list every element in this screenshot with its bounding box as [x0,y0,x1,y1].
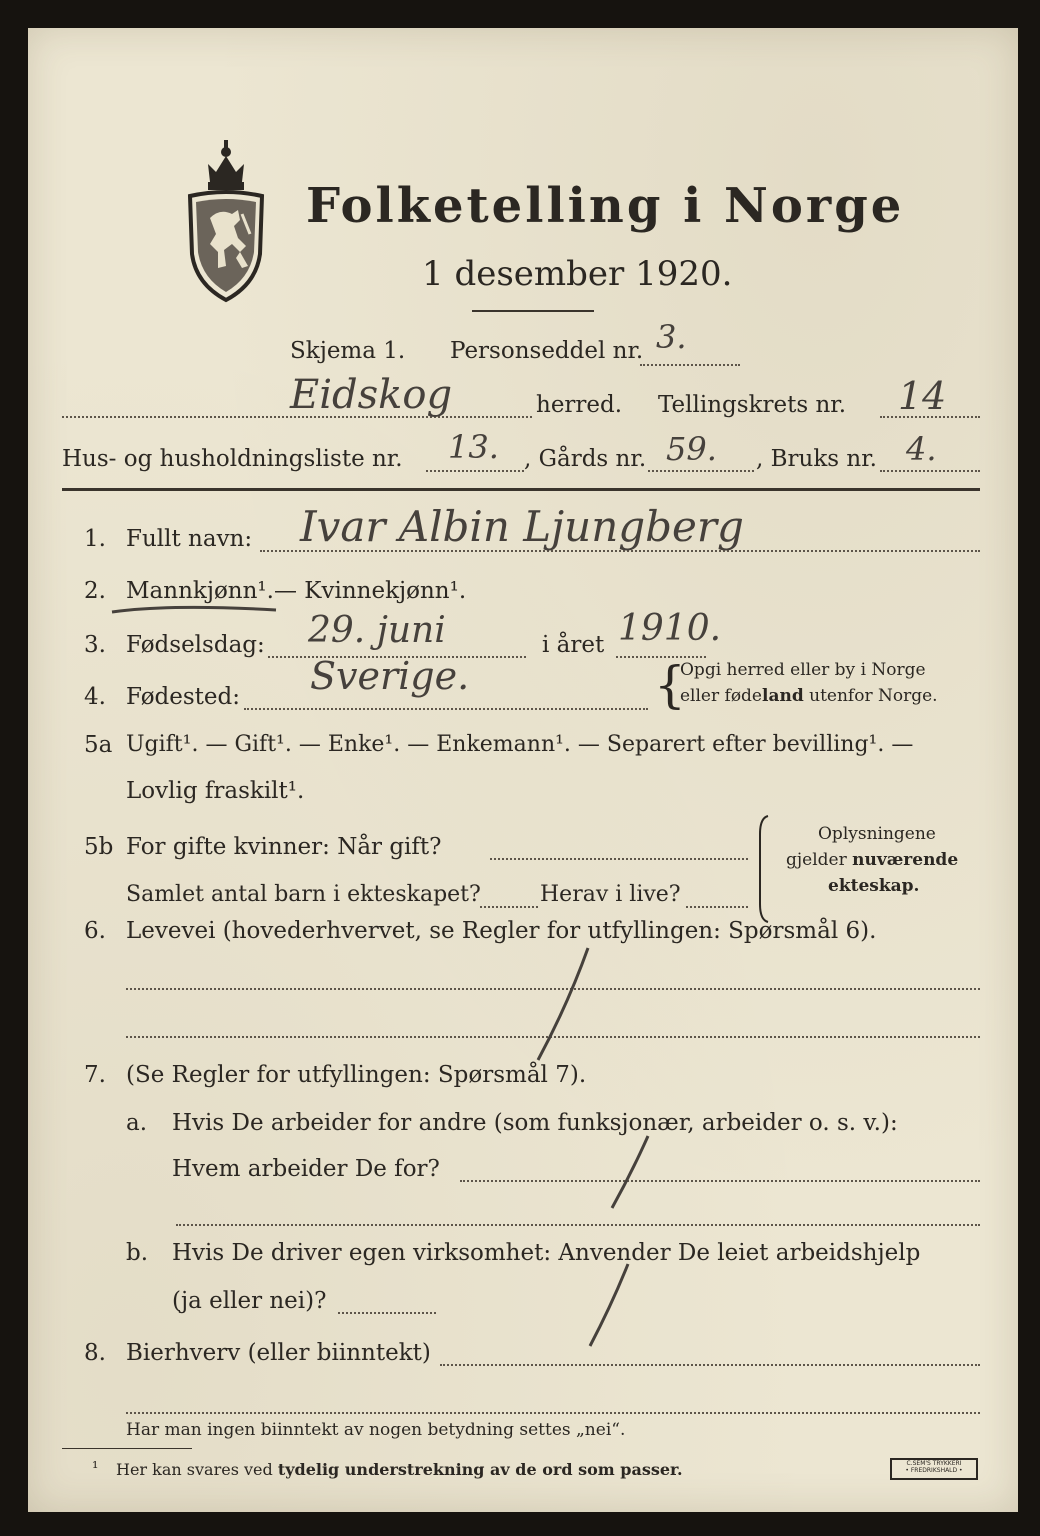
q7b-slash-mark [584,1260,634,1350]
gards-line [648,470,754,472]
q7-number: 7. [84,1062,106,1088]
q2-underline-mark [110,602,280,618]
printer-stamp-line2: • FREDRIKSHALD • [905,1467,963,1474]
skjema-label: Skjema 1. [290,338,406,364]
q4-label: Fødested: [126,684,241,710]
q7-label: (Se Regler for utfyllingen: Spørsmål 7). [126,1062,587,1088]
title-divider [472,310,594,312]
footnote-rule [62,1448,192,1449]
q5b-bracket [756,814,772,924]
q4-brace: { [654,656,686,714]
footnote-mark: ¹ [92,1458,99,1477]
q3-year-value: 1910. [618,608,722,649]
q5b-number: 5b [84,834,114,860]
personseddel-value: 3. [656,318,687,356]
q5a-options-line2: Lovlig fraskilt¹. [126,778,305,804]
q2-male: Mannkjønn¹. [126,578,274,604]
personseddel-label: Personseddel nr. [450,338,644,364]
herred-label: herred. [536,392,623,418]
q5b-alive-line [686,906,748,908]
q6-number: 6. [84,918,106,944]
form-date: 1 desember 1920. [422,254,733,294]
q5b-children-label: Samlet antal barn i ekteskapet? [126,882,481,907]
tellingskrets-value: 14 [898,374,947,418]
q5b-note-line2: gjelder nuværende [786,850,959,870]
hus-line [426,470,524,472]
q6-label: Levevei (hovederhvervet, se Regler for utfyllingen: Spørsmål 6). [126,918,877,944]
q3-label: Fødselsdag: [126,632,265,658]
form-title: Folketelling i Norge [306,178,905,234]
q7a-label: Hvis De arbeider for andre (som funksjonær, arbeider o. s. v.): [172,1110,898,1136]
q5a-options: Ugift¹. — Gift¹. — Enke¹. — Enkemann¹. — Separert efter bevilling¹. — [126,732,914,757]
q5b-note-line3: ekteskap. [828,876,920,896]
q7a-sub-label: Hvem arbeider De for? [172,1156,440,1182]
q5b-alive-label: Herav i live? [540,882,681,907]
header-rule [62,488,980,491]
q4-note-line2: eller fødeland utenfor Norge. [680,686,938,706]
note-nei: Har man ingen biinntekt av nogen betydning settes „nei“. [126,1420,626,1440]
q7b-label: Hvis De driver egen virksomhet: Anvender De leiet arbeidshjelp [172,1240,921,1266]
q1-value: Ivar Albin Ljungberg [300,502,744,551]
q3-number: 3. [84,632,106,658]
hus-value: 13. [448,428,499,466]
gards-value: 59. [666,430,717,468]
bruks-line [880,470,980,472]
personseddel-line [640,364,740,366]
printer-stamp-line1: C.SEM'S TRYKKERI [906,1460,962,1467]
herred-value: Eidskog [290,372,453,418]
q4-note-line1: Opgi herred eller by i Norge [680,660,926,680]
q7b-line [338,1312,436,1314]
q4-line [244,708,648,710]
q7a-line-1 [460,1180,980,1182]
q7a-slash-mark [604,1132,654,1212]
hus-label: Hus- og husholdningsliste nr. [62,446,403,472]
q7b-sub-label: (ja eller nei)? [172,1288,327,1314]
q5b-when-married: For gifte kvinner: Når gift? [126,834,442,860]
q2-female: — Kvinnekjønn¹. [274,578,467,604]
q8-line-1 [440,1364,980,1366]
q8-label: Bierhverv (eller biinntekt) [126,1340,431,1366]
coat-of-arms-icon [180,134,272,304]
q8-line-2 [126,1412,980,1414]
bruks-value: 4. [906,430,937,468]
footnote-text: Her kan svares ved tydelig understrekning av de ord som passer. [116,1460,683,1479]
q4-value: Sverige. [310,654,470,698]
q5b-note-line1: Oplysningene [818,824,936,844]
q7a-line-2 [176,1224,980,1226]
q7a-letter: a. [126,1110,148,1136]
q5b-when-line [490,858,748,860]
tellingskrets-label: Tellingskrets nr. [658,392,847,418]
q6-slash-mark [528,944,598,1064]
q1-number: 1. [84,526,106,552]
q2-number: 2. [84,578,106,604]
printer-stamp [890,1458,978,1480]
q5b-children-line [480,906,538,908]
bruks-label: , Bruks nr. [756,446,877,472]
q3-year-label: i året [542,632,605,658]
census-form [28,28,1018,1512]
q7b-letter: b. [126,1240,149,1266]
gards-label: , Gårds nr. [524,446,647,472]
q3-value: 29. juni [308,610,446,651]
q1-label: Fullt navn: [126,526,253,552]
q8-number: 8. [84,1340,106,1366]
q4-number: 4. [84,684,106,710]
q5a-number: 5a [84,732,113,758]
